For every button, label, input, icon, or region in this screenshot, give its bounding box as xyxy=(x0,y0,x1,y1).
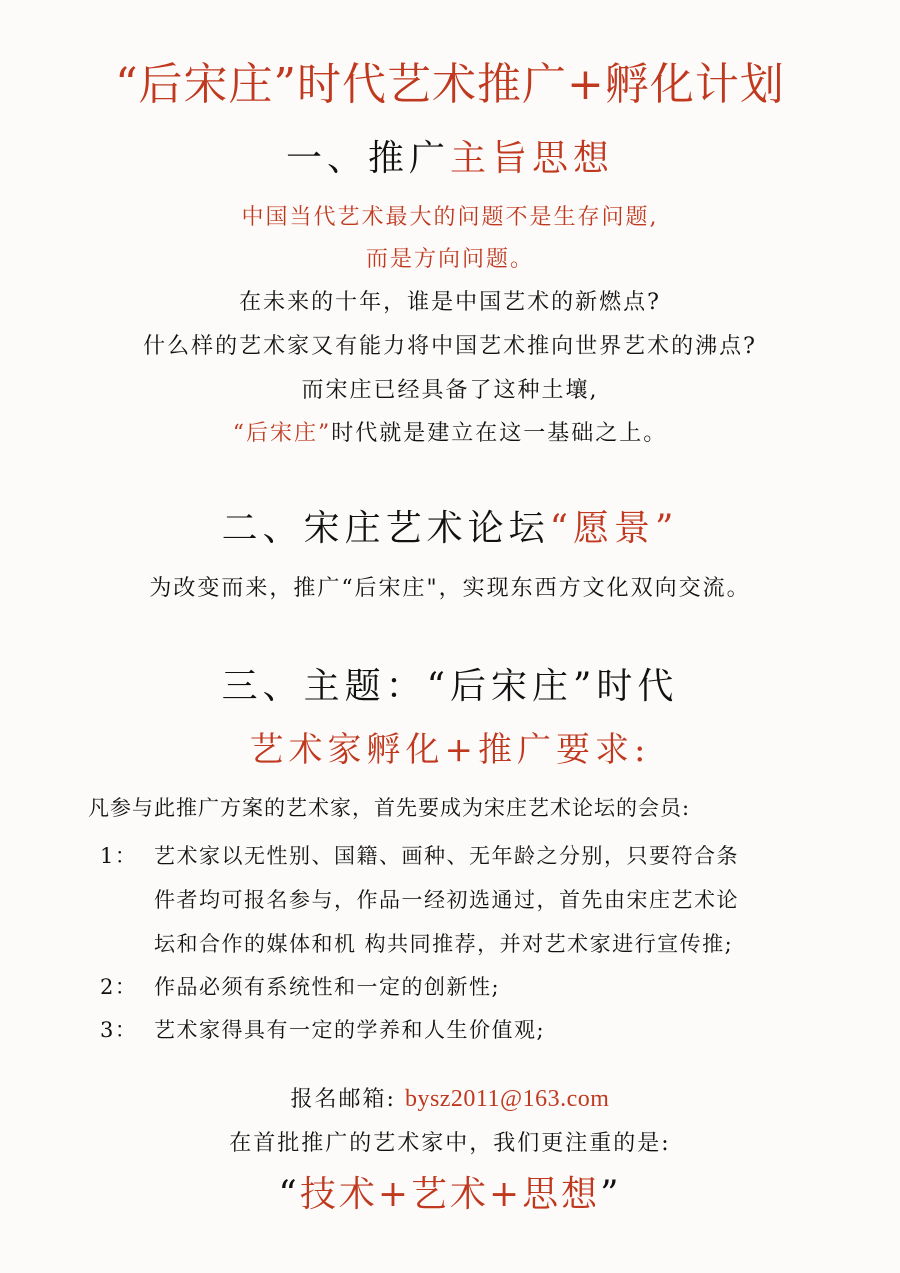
list-item-3 xyxy=(100,1014,545,1044)
section1-line-6 xyxy=(0,416,900,447)
section1-line-4: 什么样的艺术家又有能力将中国艺术推向世界艺术的沸点? xyxy=(143,334,757,359)
section2-line: 为改变而来，推广“后宋庄"，实现东西方文化双向交流。 xyxy=(149,576,751,601)
section2-heading xyxy=(0,500,900,551)
slogan-text: 技术+艺术+思想 xyxy=(299,1174,601,1215)
list-item-number: 3： xyxy=(100,1018,138,1042)
page-title: “后宋庄”时代艺术推广+孵化计划 xyxy=(115,59,785,110)
section3-intro: 凡参与此推广方案的艺术家，首先要成为宋庄艺术论坛的会员: xyxy=(88,796,691,820)
section1-line-6-highlight: “后宋庄” xyxy=(232,421,332,446)
section1-red-line-2: 而是方向问题。 xyxy=(365,247,534,272)
list-item-1-continuation-1: 件者均可报名参与，作品一经初选通过，首先由宋庄艺术论 xyxy=(154,888,739,912)
slogan-quote-close: ” xyxy=(600,1174,622,1215)
email-address: bysz2011@163.com xyxy=(404,1086,610,1112)
list-item-text: 作品必须有系统性和一定的创新性; xyxy=(154,975,501,999)
list-item-number: 1： xyxy=(100,844,138,868)
section2-heading-prefix: 二、宋庄艺术论坛 xyxy=(221,508,550,549)
list-item-2 xyxy=(100,971,500,1001)
list-item-1 xyxy=(100,840,739,870)
list-item-text: 艺术家得具有一定的学养和人生价值观; xyxy=(154,1018,546,1042)
section2-heading-highlight: “愿景” xyxy=(549,508,679,549)
section1-line-6-rest: 时代就是建立在这一基础之上。 xyxy=(331,421,668,446)
section1-heading xyxy=(0,130,900,181)
section1-line-5: 而宋庄已经具备了这种土壤, xyxy=(301,378,599,403)
email-line xyxy=(0,1082,900,1113)
section1-heading-prefix: 一、推广 xyxy=(285,138,450,179)
slogan-quote-open: “ xyxy=(278,1174,300,1215)
email-label: 报名邮箱: xyxy=(290,1087,396,1112)
focus-line: 在首批推广的艺术家中，我们更注重的是: xyxy=(229,1131,671,1156)
section1-red-line-1: 中国当代艺术最大的问题不是生存问题, xyxy=(241,205,659,230)
list-item-1-continuation-2: 坛和合作的媒体和机 构共同推荐，并对艺术家进行宣传推; xyxy=(154,932,734,956)
section3-subheading: 艺术家孵化+推广要求: xyxy=(249,730,651,770)
list-item-number: 2： xyxy=(100,975,138,999)
section1-line-3: 在未来的十年，谁是中国艺术的新燃点? xyxy=(239,290,661,315)
section1-heading-highlight: 主旨思想 xyxy=(450,138,615,179)
list-item-text: 艺术家以无性别、国籍、画种、无年龄之分别，只要符合条 xyxy=(154,844,739,868)
section3-heading: 三、主题：“后宋庄”时代 xyxy=(221,666,679,707)
slogan xyxy=(0,1166,900,1217)
